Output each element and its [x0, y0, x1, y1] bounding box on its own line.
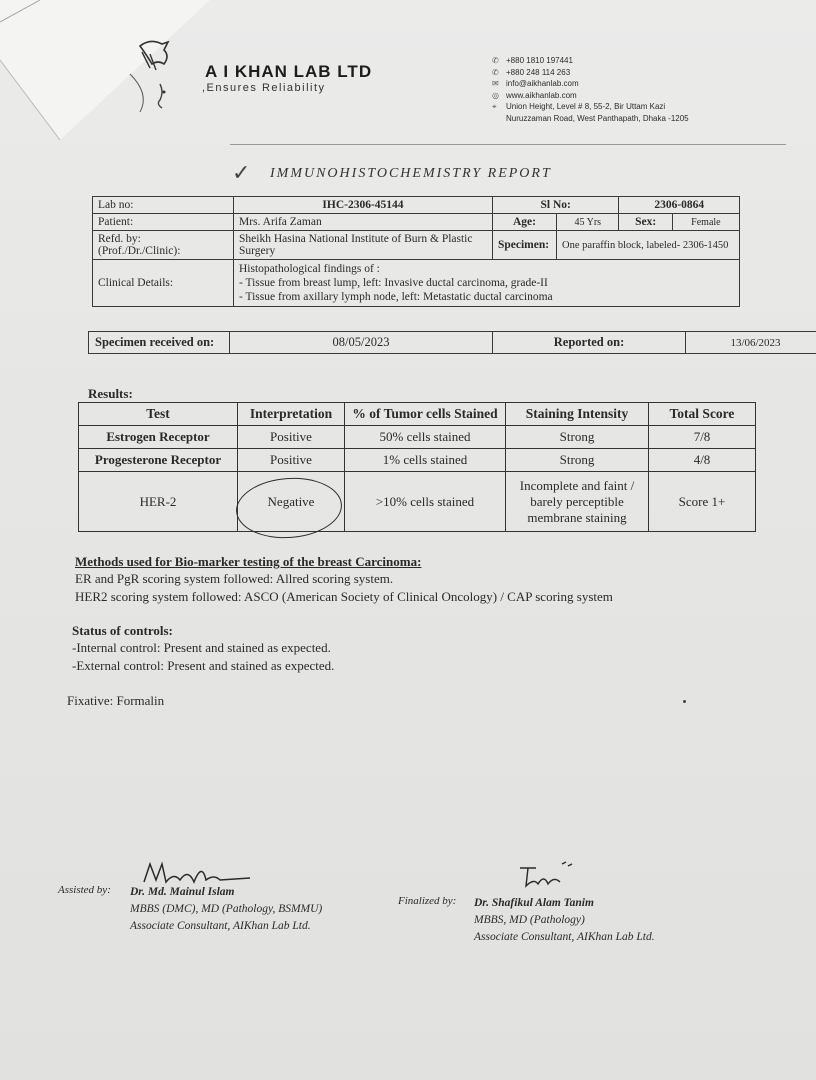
clinical-value: Histopathological findings of : - Tissue from breast lump, left: Invasive ductal carcinoma, grade-II - Tissue from axillary lymph node, left: Metastatic ductal carcinoma: [234, 260, 740, 307]
whatsapp-icon: ✆: [492, 67, 499, 77]
phone-line-2: ✆ +880 248 114 263: [492, 67, 571, 77]
received-label: Specimen received on:: [89, 332, 230, 354]
table-row: [79, 426, 756, 449]
tick-mark: ✓: [232, 160, 251, 185]
header-divider: [230, 144, 786, 145]
ink-dot: [683, 700, 686, 703]
header-total-score: Total Score: [649, 403, 756, 426]
assisted-title: Associate Consultant, AIKhan Lab Ltd.: [130, 920, 311, 932]
table-row: [89, 332, 816, 354]
assisted-by-label: Assisted by:: [58, 884, 111, 896]
header-intensity: Staining Intensity: [506, 403, 649, 426]
sex-value: Female: [672, 214, 739, 231]
patient-info-table: [92, 196, 740, 307]
controls-title: Status of controls:: [72, 623, 173, 638]
phone-line-1: ✆ +880 1810 197441: [492, 56, 573, 65]
cell-interpretation: Negative: [238, 472, 345, 532]
email-icon: ✉: [492, 79, 499, 88]
assisted-degree: MBBS (DMC), MD (Pathology, BSMMU): [130, 903, 323, 915]
finalized-name: Dr. Shafikul Alam Tanim: [474, 897, 594, 909]
globe-icon: ◎: [492, 90, 499, 100]
methods-line-2: HER2 scoring system followed: ASCO (American Society of Clinical Oncology) / CAP scoring system: [75, 589, 613, 604]
address-line-1: ⌖ Union Height, Level # 8, 55-2, Bir Uttam Kazi: [492, 102, 666, 111]
sl-no-value: 2306-0864: [619, 197, 740, 214]
patient-value: Mrs. Arifa Zaman: [234, 214, 493, 231]
patient-label: Patient:: [93, 214, 234, 231]
reported-label: Reported on:: [493, 332, 686, 354]
results-label: Results:: [88, 386, 133, 401]
lab-tagline: ,Ensures Reliability: [202, 82, 326, 94]
cell-test: Progesterone Receptor: [79, 449, 238, 472]
website-line: ◎ www.aikhanlab.com: [492, 90, 577, 100]
fixative: Fixative: Formalin: [67, 693, 165, 708]
email-line: ✉ info@aikhanlab.com: [492, 79, 579, 88]
controls-line-2: -External control: Present and stained as expected.: [72, 658, 335, 673]
table-row: [79, 449, 756, 472]
received-value: 08/05/2023: [230, 332, 493, 354]
results-table: [78, 402, 756, 532]
cell-test: HER-2: [79, 472, 238, 532]
cell-score: 7/8: [649, 426, 756, 449]
cell-intensity: Strong: [506, 449, 649, 472]
cell-score: Score 1+: [649, 472, 756, 532]
lab-no-label: Lab no:: [93, 197, 234, 214]
clinical-label: Clinical Details:: [93, 260, 234, 307]
cell-intensity: Incomplete and faint / barely perceptible membrane staining: [506, 472, 649, 532]
age-label: Age:: [492, 214, 556, 231]
lab-name: A I KHAN LAB LTD: [205, 62, 373, 81]
finalized-signatory: [474, 895, 655, 946]
finalized-title: Associate Consultant, AIKhan Lab Ltd.: [474, 931, 655, 943]
assisted-signatory: [130, 884, 322, 935]
refd-label: Refd. by: (Prof./Dr./Clinic):: [93, 231, 234, 260]
header-test: Test: [79, 403, 238, 426]
controls-line-1: -Internal control: Present and stained as expected.: [72, 640, 331, 655]
phone-icon: ✆: [492, 56, 499, 65]
methods-line-1: ER and PgR scoring system followed: Allred scoring system.: [75, 571, 394, 586]
contact-block: [492, 55, 732, 124]
header-interpretation: Interpretation: [238, 403, 345, 426]
cell-interpretation: Positive: [238, 449, 345, 472]
location-icon: ⌖: [492, 102, 497, 111]
address-line-2: Nuruzzaman Road, West Panthapath, Dhaka -1205: [506, 113, 689, 123]
specimen-label: Specimen:: [492, 231, 556, 260]
cell-score: 4/8: [649, 449, 756, 472]
lab-logo: [120, 34, 192, 114]
table-row: [93, 260, 740, 307]
refd-value: Sheikh Hasina National Institute of Burn & Plastic Surgery: [234, 231, 493, 260]
header-percent-stained: % of Tumor cells Stained: [345, 403, 506, 426]
sex-label: Sex:: [619, 214, 672, 231]
assisted-name: Dr. Md. Mainul Islam: [130, 886, 235, 898]
table-row: [93, 231, 740, 260]
report-title: IMMUNOHISTOCHEMISTRY REPORT: [270, 166, 552, 181]
reported-value: 13/06/2023: [686, 332, 816, 354]
table-row: [93, 214, 740, 231]
table-row: [79, 472, 756, 532]
sl-no-label: Sl No:: [492, 197, 619, 214]
cell-interpretation: Positive: [238, 426, 345, 449]
cell-intensity: Strong: [506, 426, 649, 449]
cell-percent: 50% cells stained: [345, 426, 506, 449]
cell-percent: 1% cells stained: [345, 449, 506, 472]
specimen-value: One paraffin block, labeled- 2306-1450: [557, 231, 740, 260]
lab-no-value: IHC-2306-45144: [234, 197, 493, 214]
table-row: [93, 197, 740, 214]
finalized-by-label: Finalized by:: [398, 895, 457, 907]
dates-table: [88, 331, 816, 354]
age-value: 45 Yrs: [557, 214, 619, 231]
cell-test: Estrogen Receptor: [79, 426, 238, 449]
finalized-degree: MBBS, MD (Pathology): [474, 914, 585, 926]
methods-title: Methods used for Bio-marker testing of the breast Carcinoma:: [75, 554, 422, 569]
cell-percent: >10% cells stained: [345, 472, 506, 532]
results-header-row: [79, 403, 756, 426]
signature-tanim: [516, 860, 576, 890]
